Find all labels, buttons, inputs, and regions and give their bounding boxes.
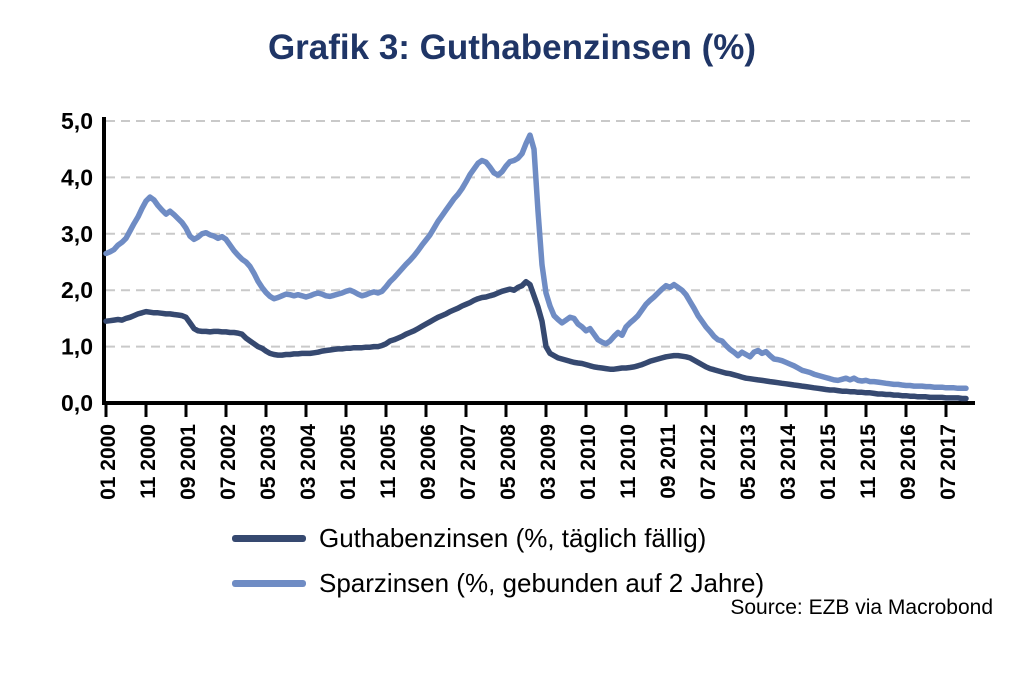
x-axis-tick-label: 05 2008 [497, 424, 520, 500]
x-axis-tick-label: 01 2005 [337, 424, 360, 500]
x-axis-tick-label: 03 2014 [777, 424, 800, 500]
y-axis-tick-label: 0,0 [61, 390, 93, 416]
y-axis-tick-label: 4,0 [61, 164, 93, 191]
x-axis-tick-label: 09 2001 [177, 424, 200, 500]
x-axis-tick-label: 05 2003 [257, 424, 280, 500]
legend-item-guthabenzinsen [232, 522, 764, 554]
x-axis-tick-label: 11 2015 [857, 424, 880, 499]
legend-swatch [232, 535, 306, 542]
x-axis-tick-label: 07 2017 [937, 424, 960, 500]
x-axis-tick-label: 01 2015 [817, 424, 840, 500]
chart-title: Grafik 3: Guthabenzinsen (%) [267, 28, 757, 67]
x-axis-tick-label: 09 2016 [897, 424, 920, 500]
x-axis-tick-label: 09 2006 [417, 424, 440, 500]
x-axis-tick-label: 11 2010 [617, 424, 640, 499]
x-axis-tick-label: 07 2002 [217, 424, 240, 500]
legend-item-sparzinsen [232, 567, 764, 599]
x-axis-tick-label: 05 2013 [737, 424, 760, 500]
y-axis-tick-label: 5,0 [61, 108, 93, 134]
x-axis-tick-label: 03 2009 [537, 424, 560, 500]
source-note: Source: EZB via Macrobond [730, 596, 993, 619]
chart-legend [232, 522, 764, 599]
x-axis-tick-label: 09 2011 [657, 424, 680, 499]
y-axis-tick-label: 2,0 [61, 277, 93, 304]
series-line-1 [106, 135, 966, 388]
x-axis-tick-label: 07 2007 [457, 424, 480, 500]
legend-label: Guthabenzinsen (%, täglich fällig) [319, 522, 707, 553]
x-axis-tick-label: 01 2010 [577, 424, 600, 500]
x-axis-tick-label: 01 2000 [97, 424, 120, 500]
x-axis-tick-label: 07 2012 [697, 424, 720, 500]
x-axis-tick-label: 11 2000 [137, 424, 160, 499]
legend-swatch [232, 580, 306, 587]
x-axis-tick-label: 11 2005 [377, 424, 400, 499]
x-axis-tick-label: 03 2004 [297, 424, 320, 500]
legend-label: Sparzinsen (%, gebunden auf 2 Jahre) [319, 567, 765, 598]
y-axis-tick-label: 1,0 [61, 333, 93, 360]
y-axis-tick-label: 3,0 [61, 220, 93, 247]
